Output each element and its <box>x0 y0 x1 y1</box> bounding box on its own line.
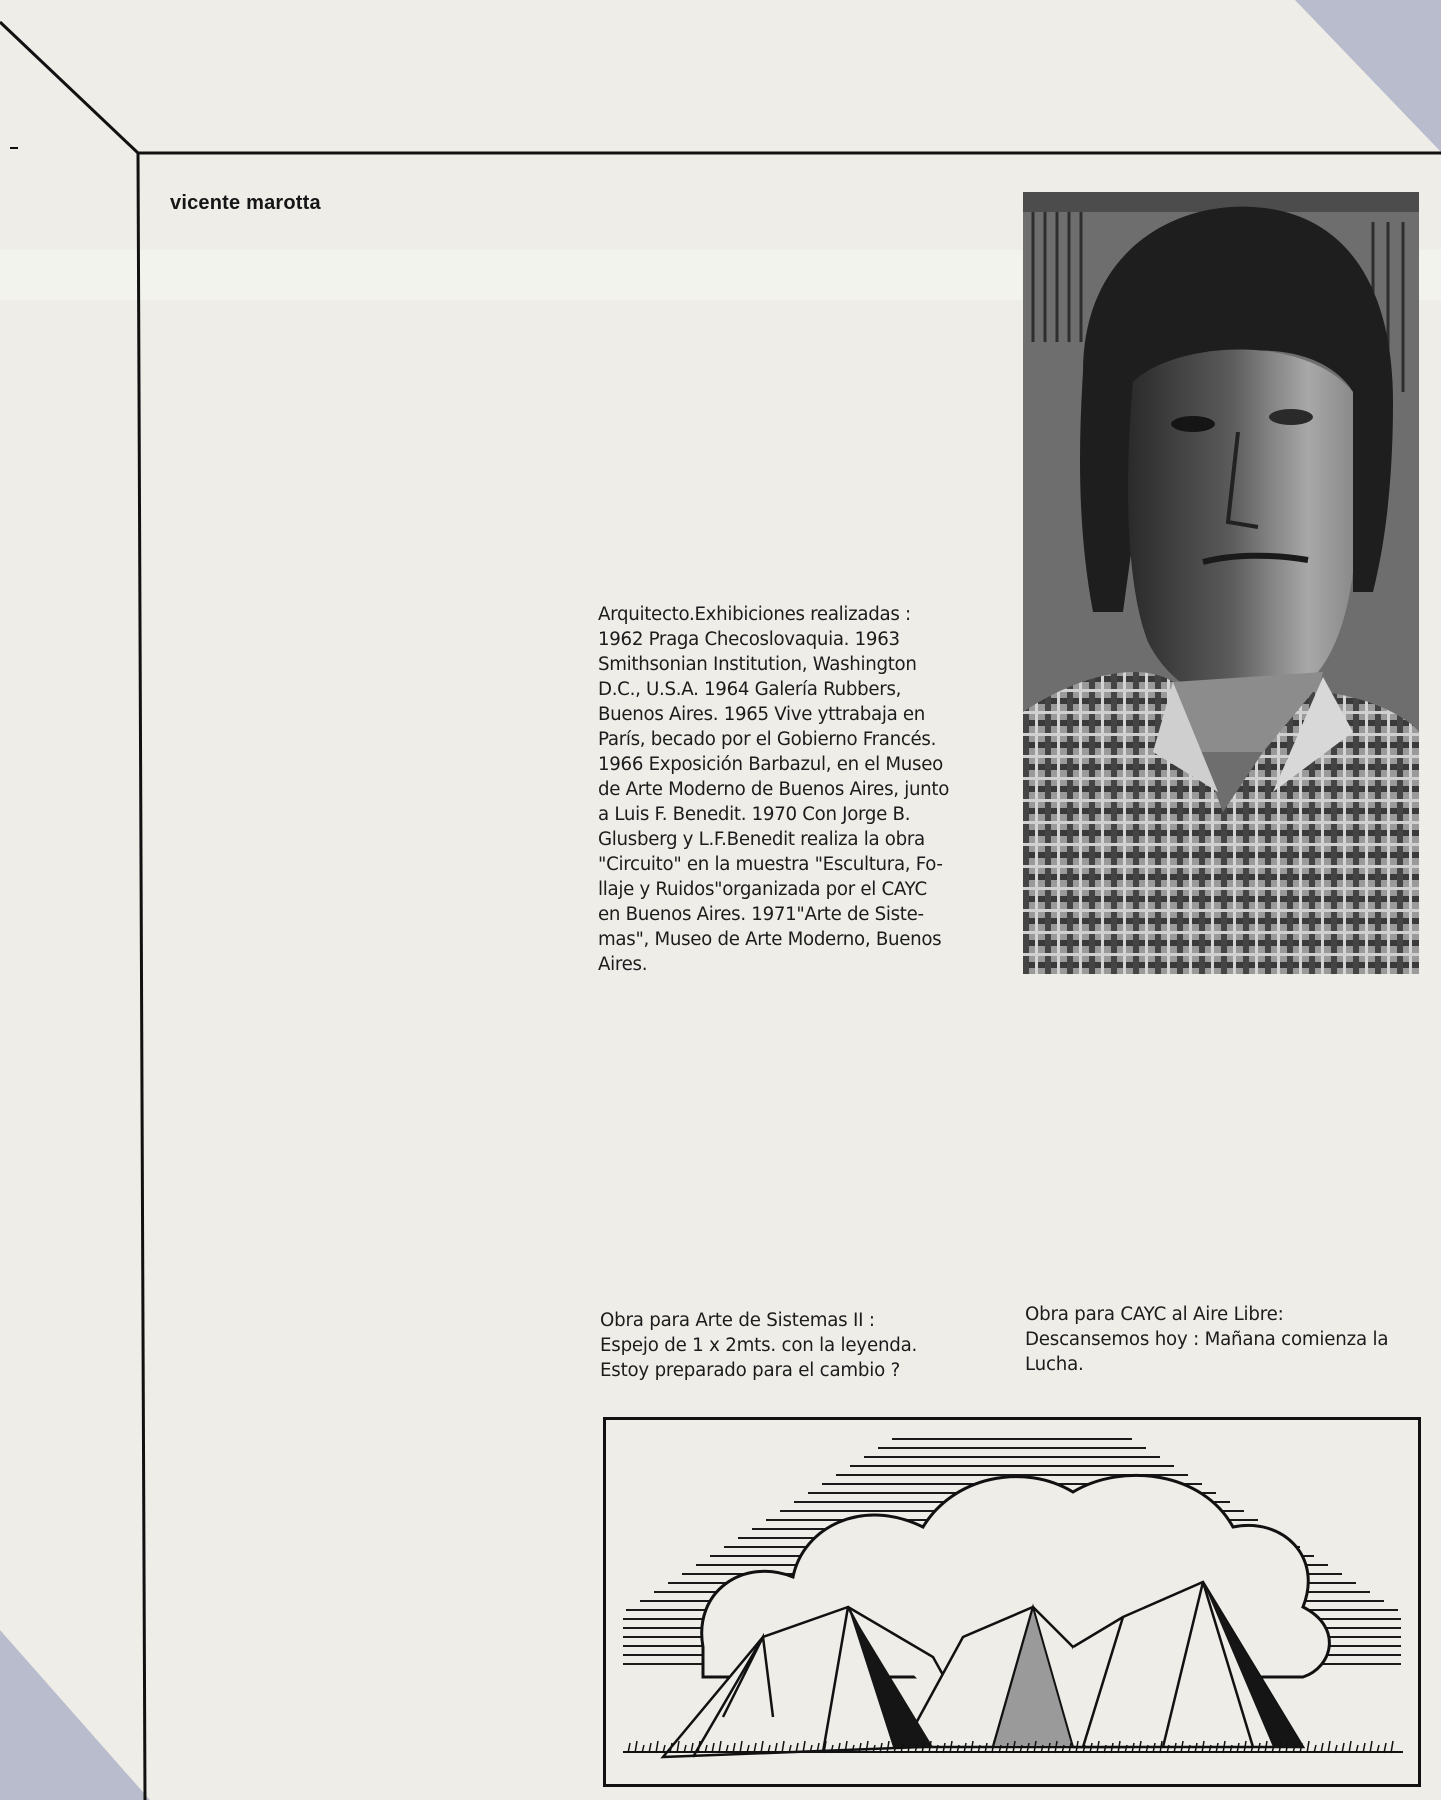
caption-outdoor-work <box>1025 1302 1435 1377</box>
bio-line: a Luis F. Benedit. 1970 Con Jorge B. <box>598 804 911 825</box>
bio-line: D.C., U.S.A. 1964 Galería Rubbers, <box>598 679 902 700</box>
tents-illustration <box>603 1417 1421 1787</box>
caption-line: Descansemos hoy : Mañana comienza la <box>1025 1329 1389 1350</box>
biography-text <box>598 602 1008 977</box>
bio-line: 1962 Praga Checoslovaquia. 1963 <box>598 629 900 650</box>
bio-line: Arquitecto.Exhibiciones realizadas : <box>598 604 911 625</box>
caption-line: Obra para Arte de Sistemas II : <box>600 1310 875 1331</box>
caption-mirror-work <box>600 1308 1000 1383</box>
caption-line: Obra para CAYC al Aire Libre: <box>1025 1304 1284 1325</box>
bio-line: Aires. <box>598 954 648 975</box>
bio-line: mas", Museo de Arte Moderno, Buenos <box>598 929 942 950</box>
caption-line: Estoy preparado para el cambio ? <box>600 1360 901 1381</box>
bio-line: París, becado por el Gobierno Francés. <box>598 729 937 750</box>
bio-line: Buenos Aires. 1965 Vive yttrabaja en <box>598 704 926 725</box>
caption-line: Espejo de 1 x 2mts. con la leyenda. <box>600 1335 918 1356</box>
bio-line: llaje y Ruidos"organizada por el CAYC <box>598 879 927 900</box>
bio-line: "Circuito" en la muestra "Escultura, Fo- <box>598 854 943 875</box>
caption-line: Lucha. <box>1025 1354 1084 1375</box>
bio-line: en Buenos Aires. 1971"Arte de Siste- <box>598 904 924 925</box>
portrait-photo <box>1023 192 1419 974</box>
bio-line: de Arte Moderno de Buenos Aires, junto <box>598 779 950 800</box>
artist-name: vicente marotta <box>170 192 321 214</box>
bio-line: 1966 Exposición Barbazul, en el Museo <box>598 754 943 775</box>
bio-line: Smithsonian Institution, Washington <box>598 654 917 675</box>
bio-line: Glusberg y L.F.Benedit realiza la obra <box>598 829 925 850</box>
